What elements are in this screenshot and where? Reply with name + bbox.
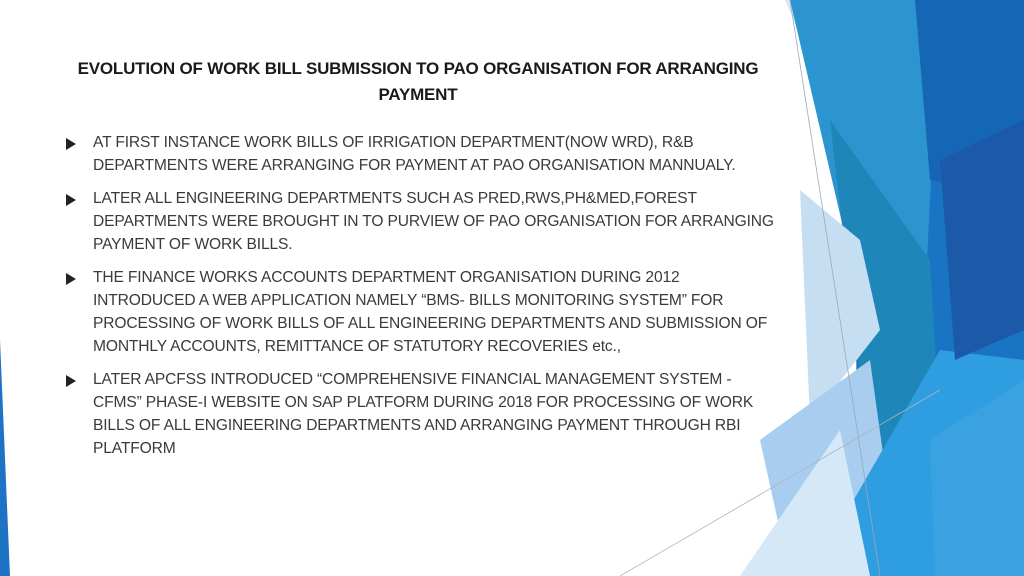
left-edge-accent (0, 340, 10, 576)
triangle-bullet-icon (66, 138, 76, 150)
bullet-text: THE FINANCE WORKS ACCOUNTS DEPARTMENT ORGANISATION DURING 2012 INTRODUCED A WEB APPLICATION NAMELY “BMS- BILLS MONITORING SYSTEM” FOR PROCESSING OF WORK BILLS OF ALL ENGINEERING DEPARTMENTS AND SUBMISSION OF MONTHLY ACCOUNTS, REMITTANCE OF STATUTORY RECOVERIES etc., (93, 269, 768, 355)
bullet-item (64, 368, 784, 460)
bullet-text: AT FIRST INSTANCE WORK BILLS OF IRRIGATION DEPARTMENT(NOW WRD), R&B DEPARTMENTS WERE ARRANGING FOR PAYMENT AT PAO ORGANISATION MANNUALY. (93, 134, 736, 174)
bullet-item (64, 187, 784, 256)
bullet-text: LATER APCFSS INTRODUCED “COMPREHENSIVE FINANCIAL MANAGEMENT SYSTEM - CFMS” PHASE-I WEBSITE ON SAP PLATFORM DURING 2018 FOR PROCESSING OF WORK BILLS OF ALL ENGINEERING DEPARTMENTS AND ARRANGING PAYMENT THROUGH RBI PLATFORM (93, 371, 754, 457)
triangle-bullet-icon (66, 273, 76, 285)
bullet-text: LATER ALL ENGINEERING DEPARTMENTS SUCH AS PRED,RWS,PH&MED,FOREST DEPARTMENTS WERE BROUGHT IN TO PURVIEW OF PAO ORGANISATION FOR ARRANGING PAYMENT OF WORK BILLS. (93, 190, 774, 253)
bullet-list (64, 131, 784, 470)
bullet-item (64, 266, 784, 358)
facet-dark-right (940, 120, 1024, 360)
slide-title: EVOLUTION OF WORK BILL SUBMISSION TO PAO ORGANISATION FOR ARRANGING PAYMENT (77, 59, 759, 104)
triangle-bullet-icon (66, 375, 76, 387)
bullet-item (64, 131, 784, 177)
triangle-bullet-icon (66, 194, 76, 206)
